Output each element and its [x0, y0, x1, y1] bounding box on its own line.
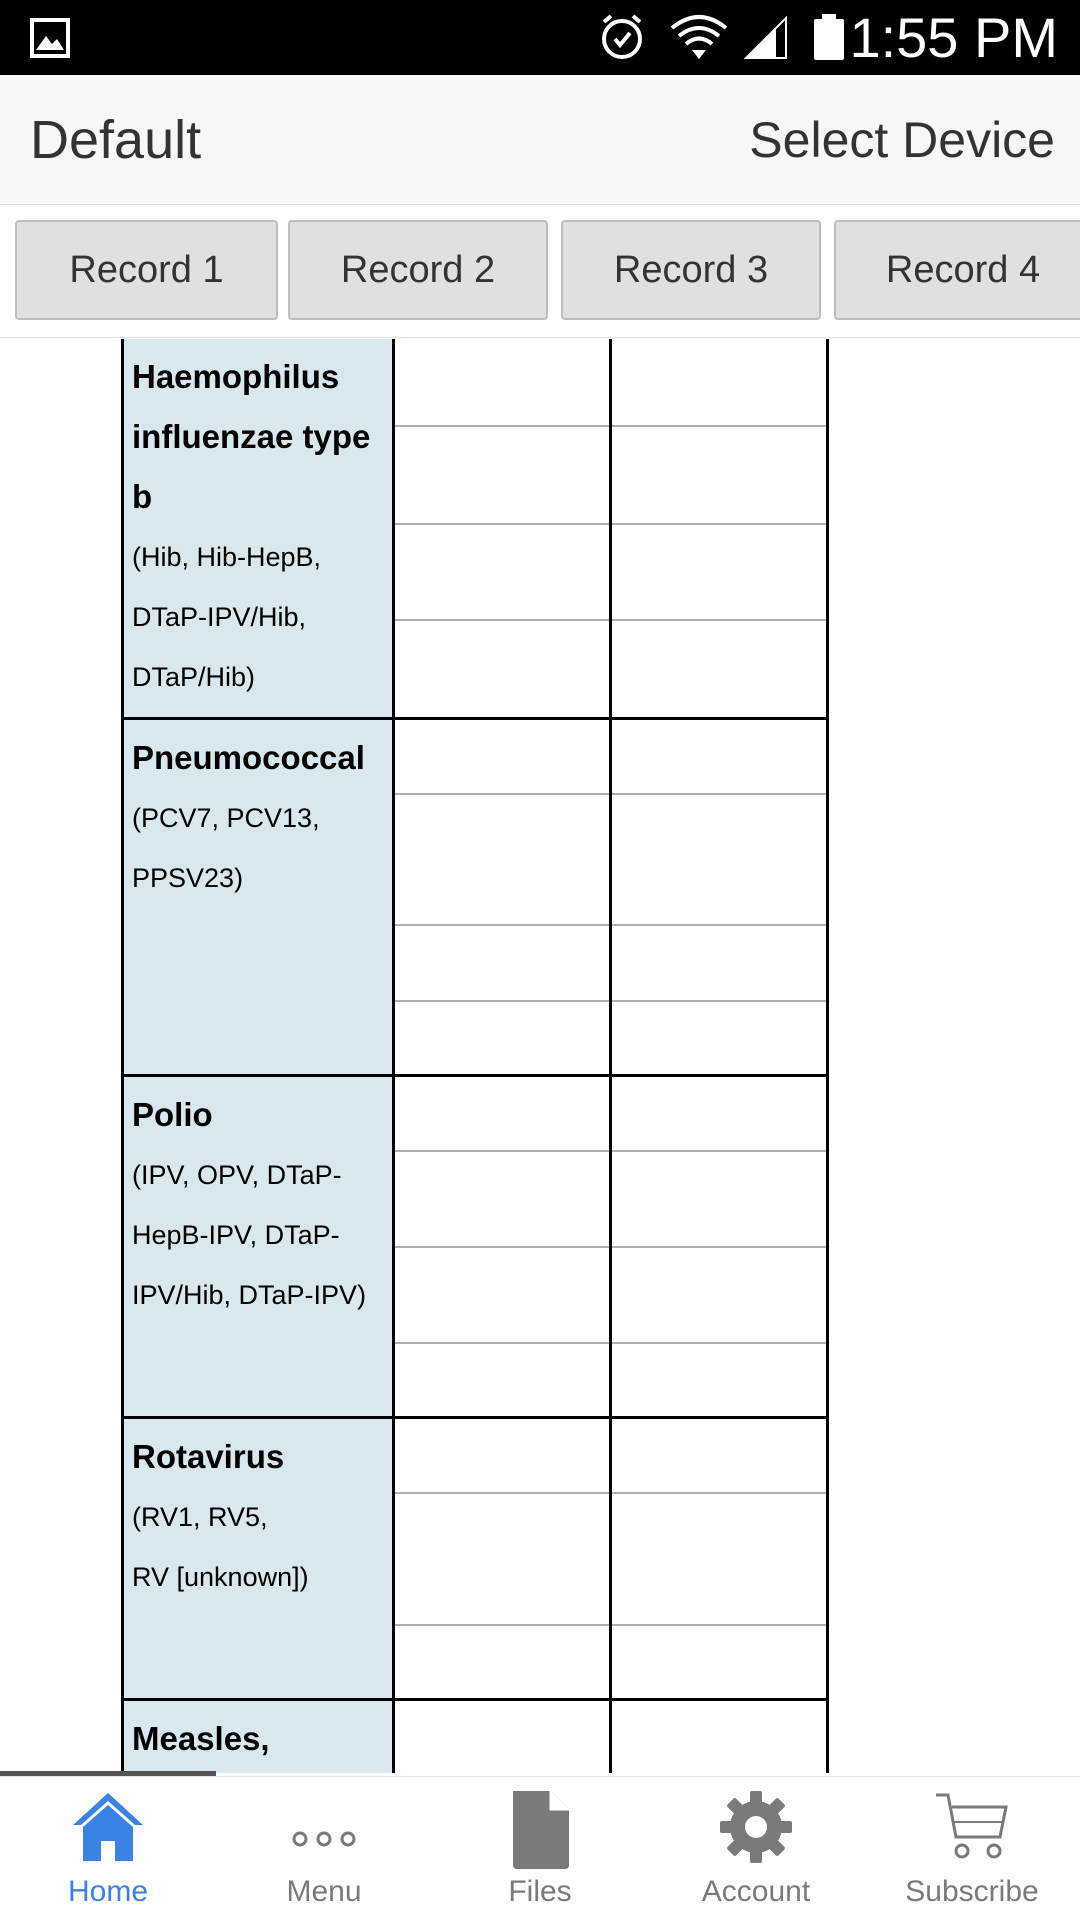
- dose-cell[interactable]: [612, 1077, 826, 1152]
- record-column: [395, 339, 612, 717]
- gear-icon: [718, 1789, 794, 1865]
- bottom-navigation: [0, 1776, 1080, 1920]
- app-header: [0, 75, 1080, 205]
- vaccine-subtitle: (PCV7, PCV13, PPSV23): [132, 803, 320, 893]
- dose-cell[interactable]: [612, 795, 826, 926]
- dose-cell[interactable]: [395, 525, 609, 621]
- status-time: 1:55 PM: [849, 6, 1058, 69]
- nav-menu[interactable]: [216, 1777, 432, 1920]
- record-tabs: [0, 206, 1080, 338]
- dose-cell[interactable]: [395, 1626, 609, 1698]
- dose-cell[interactable]: [395, 795, 609, 926]
- nav-files[interactable]: [432, 1777, 648, 1920]
- dose-cell[interactable]: [395, 1344, 609, 1416]
- dose-cell[interactable]: [395, 621, 609, 717]
- dose-cell[interactable]: [612, 621, 826, 717]
- tab-record-4[interactable]: Record 4: [834, 220, 1080, 320]
- record-column: [395, 1419, 612, 1698]
- dose-cell[interactable]: [395, 1002, 609, 1074]
- vaccine-subtitle: (RV1, RV5, RV [unknown]): [132, 1502, 309, 1592]
- gallery-icon: [30, 18, 70, 58]
- vaccine-table: [121, 339, 829, 1773]
- record-column: [612, 720, 829, 1074]
- more-dots-icon: [287, 1789, 361, 1863]
- dose-cell[interactable]: [395, 427, 609, 525]
- status-bar: [0, 0, 1080, 75]
- dose-cell[interactable]: [395, 1701, 609, 1773]
- record-column: [612, 1077, 829, 1416]
- nav-menu-label: Menu: [286, 1875, 362, 1908]
- dose-cell[interactable]: [612, 926, 826, 1002]
- dose-cell[interactable]: [612, 1419, 826, 1494]
- dose-cell[interactable]: [612, 1152, 826, 1248]
- vaccine-subtitle: (Hib, Hib-HepB, DTaP-IPV/Hib, DTaP/Hib): [132, 542, 322, 692]
- signal-icon: [742, 12, 790, 62]
- vaccine-subtitle: (IPV, OPV, DTaP-HepB-IPV, DTaP-IPV/Hib, DTaP-IPV): [132, 1160, 367, 1310]
- vaccine-row: [121, 1419, 829, 1701]
- dose-cell[interactable]: [395, 926, 609, 1002]
- dose-cell[interactable]: [612, 525, 826, 621]
- vaccine-row: [121, 720, 829, 1077]
- dose-cell[interactable]: [612, 1344, 826, 1416]
- dose-cell[interactable]: [395, 1077, 609, 1152]
- dose-cell[interactable]: [395, 339, 609, 427]
- record-column: [612, 1701, 829, 1773]
- tab-record-1[interactable]: Record 1: [15, 220, 278, 320]
- nav-files-label: Files: [508, 1875, 572, 1908]
- vaccine-title: Pneumococcal: [132, 739, 365, 776]
- dose-cell[interactable]: [612, 1701, 826, 1773]
- nav-home-label: Home: [67, 1875, 149, 1908]
- record-column: [395, 1077, 612, 1416]
- tab-record-3[interactable]: Record 3: [561, 220, 821, 320]
- vaccine-name-cell: [121, 339, 395, 717]
- vaccine-row: [121, 1701, 829, 1773]
- file-icon: [503, 1789, 577, 1869]
- dose-cell[interactable]: [395, 1152, 609, 1248]
- select-device-button[interactable]: Select Device: [749, 112, 1055, 168]
- vaccine-name-cell: [121, 1419, 395, 1698]
- tab-record-2[interactable]: Record 2: [288, 220, 548, 320]
- profile-title[interactable]: Default: [30, 110, 202, 170]
- nav-account-label: Account: [701, 1875, 811, 1908]
- wifi-icon: [668, 12, 730, 62]
- vaccine-name-cell: [121, 720, 395, 1074]
- nav-subscribe[interactable]: [864, 1777, 1080, 1920]
- dose-cell[interactable]: [612, 720, 826, 795]
- vaccine-title: Rotavirus: [132, 1438, 285, 1475]
- cart-icon: [932, 1789, 1012, 1865]
- vaccine-record-table[interactable]: [0, 339, 1080, 1773]
- dose-cell[interactable]: [395, 1419, 609, 1494]
- dose-cell[interactable]: [612, 427, 826, 525]
- dose-cell[interactable]: [612, 1626, 826, 1698]
- vaccine-title: Polio: [132, 1096, 213, 1133]
- battery-icon: [812, 12, 846, 62]
- dose-cell[interactable]: [612, 339, 826, 427]
- vaccine-title: Haemophilus influenzae type b: [132, 358, 371, 515]
- nav-subscribe-label: Subscribe: [905, 1875, 1039, 1908]
- dose-cell[interactable]: [395, 1248, 609, 1344]
- record-column: [395, 1701, 612, 1773]
- vaccine-row: [121, 339, 829, 720]
- dose-cell[interactable]: [612, 1002, 826, 1074]
- alarm-icon: [598, 12, 646, 62]
- dose-cell[interactable]: [395, 1494, 609, 1626]
- home-icon: [71, 1789, 145, 1863]
- vaccine-title: Measles,: [132, 1720, 270, 1757]
- vaccine-name-cell: [121, 1701, 395, 1773]
- dose-cell[interactable]: [395, 720, 609, 795]
- record-column: [612, 339, 829, 717]
- dose-cell[interactable]: [612, 1248, 826, 1344]
- vaccine-row: [121, 1077, 829, 1419]
- record-column: [395, 720, 612, 1074]
- nav-account[interactable]: [648, 1777, 864, 1920]
- vaccine-name-cell: [121, 1077, 395, 1416]
- dose-cell[interactable]: [612, 1494, 826, 1626]
- record-column: [612, 1419, 829, 1698]
- nav-home[interactable]: [0, 1777, 216, 1920]
